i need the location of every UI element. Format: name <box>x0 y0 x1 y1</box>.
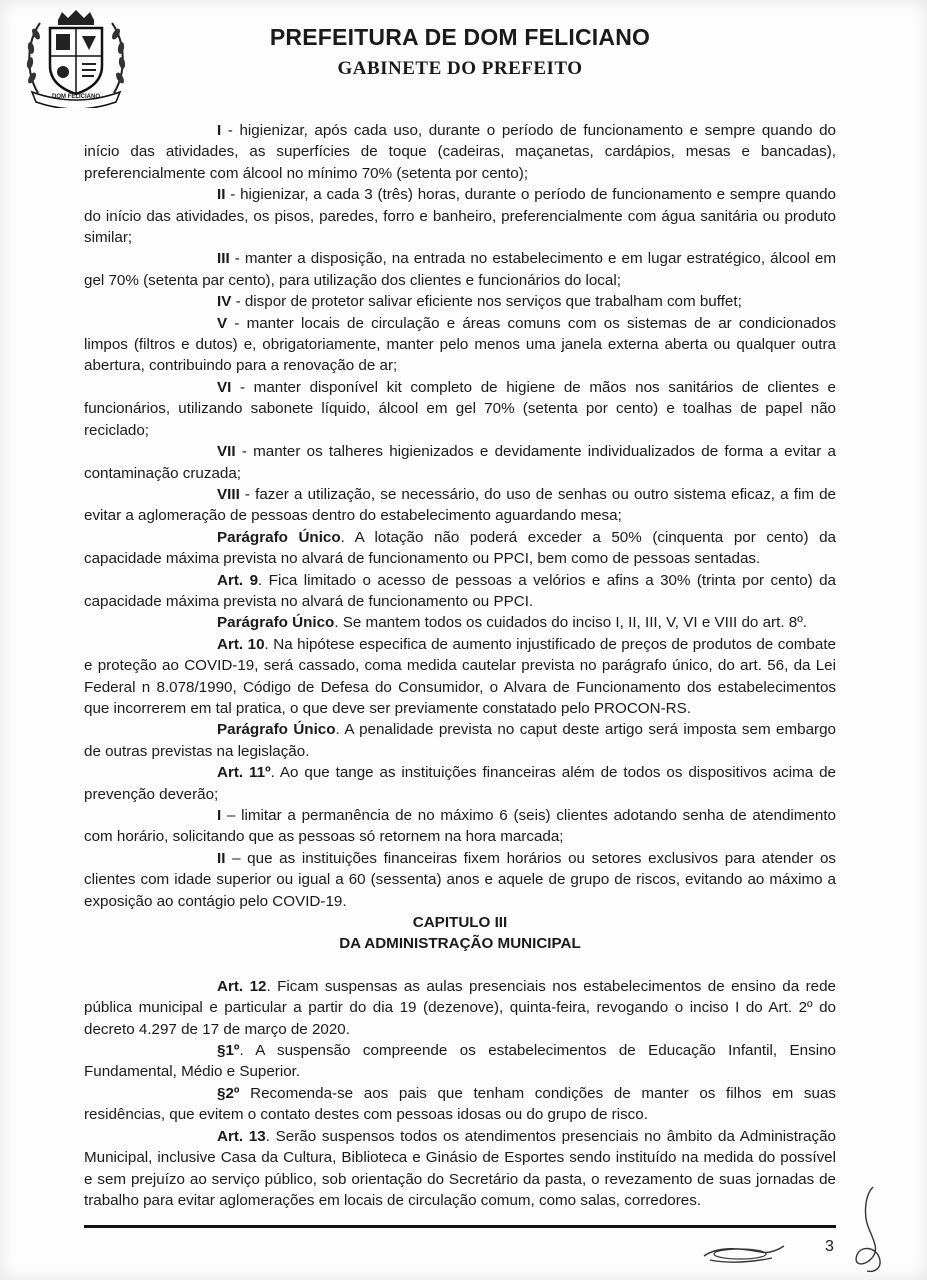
clause-text: – limitar a permanência de no máximo 6 (seis) clientes adotando senha de atendimento com horário, solicitando que as pessoas só retornem na hora marcada; <box>84 807 836 846</box>
chapter-number: CAPITULO III <box>412 914 508 932</box>
clause-label: VI <box>217 378 232 396</box>
article-text: . Fica limitado o acesso de pessoas a velórios e afins a 30% (trinta por cento) da capacidade máxima prevista no alvará de funcionamento ou PPCI. <box>84 571 837 610</box>
paragraph-single <box>84 719 836 762</box>
clause-text: - higienizar, a cada 3 (três) horas, durante o período de funcionamento e sempre quando do início das atividades, os pisos, paredes, forro e banheiro, preferencialmente com água sanitária ou produto similar; <box>84 186 836 247</box>
article-text: . Ao que tange as instituições financeiras além de todos os dispositivos acima de prevenção deverão; <box>84 764 837 803</box>
clause-label: V <box>217 314 228 332</box>
clause-label: I <box>217 807 222 824</box>
clause-label: III <box>217 250 230 268</box>
paragraph-single <box>84 527 836 570</box>
coat-of-arms-icon <box>18 8 134 108</box>
clause-text: . A lotação não poderá exceder a 50% (cinquenta por cento) da capacidade máxima prevista no alvará de funcionamento ou PPCI, bem como de pessoas sentadas. <box>84 528 836 568</box>
office-title: PREFEITURA DE DOM FELICIANO <box>269 24 651 50</box>
clause-label: Parágrafo Único <box>217 528 341 546</box>
clause <box>84 184 836 248</box>
article-text: . Ficam suspensas as aulas presenciais nos estabelecimentos de ensino da rede pública municipal e particular a partir do dia 19 (dezenove), quinta-feira, revogando o inciso I do Art. 2º do decreto 4.297 de 17 de março de 2020. <box>84 977 836 1038</box>
clause <box>84 848 836 912</box>
section-label: §1º <box>217 1042 240 1060</box>
article-text: . Na hipótese especifica de aumento injustificado de preços de produtos de combate e proteção ao COVID-19, será cassado, coma medida cautelar prevista no parágrafo único, do art. 56, da Lei Federal n 8.078/1990, Código de Defesa do Consumidor, o Alvara de Funcionamento dos estabelecimentos que incorrerem em tal pratica, o que deve ser previamente constatado pelo PROCON-RS. <box>84 635 836 717</box>
article <box>84 570 836 613</box>
clause-text: – que as instituições financeiras fixem horários ou setores exclusivos para atender os clientes com idade superior ou igual a 60 (sessenta) anos e aquele de grupo de riscos, evitando ao máximo a exposição ao contágio pelo COVID-19. <box>84 849 836 910</box>
clause-label: VIII <box>217 485 240 503</box>
clause-text: - dispor de protetor salivar eficiente nos serviços que trabalham com buffet; <box>231 293 742 311</box>
article-label: Art. 11º <box>217 764 271 782</box>
section-text: Recomenda-se aos pais que tenham condições de manter os filhos em suas residências, que evitem o contato destes com pessoas idosas ou do grupo de risco. <box>84 1084 836 1124</box>
section-label: §2º <box>217 1084 240 1102</box>
clause-text: - manter os talheres higienizados e devidamente individualizados de forma a evitar a contaminação cruzada; <box>84 443 836 482</box>
signature-initials-icon <box>700 1238 790 1268</box>
clause-label: IV <box>217 293 232 311</box>
clause-text: - manter disponível kit completo de higiene de mãos nos sanitários de clientes e funcionários, utilizando sabonete líquido, álcool em gel 70% (setenta por cento) e toalhas de papel não reciclado; <box>84 378 836 439</box>
office-subtitle: GABINETE DO PREFEITO <box>337 58 583 79</box>
page-number: 3 <box>825 1238 834 1255</box>
article-label: Art. 12 <box>217 977 267 995</box>
article <box>84 976 836 1040</box>
clause <box>84 377 836 441</box>
article-label: Art. 9 <box>217 571 259 589</box>
clause-text: - manter locais de circulação e áreas comuns com os sistemas de ar condicionados limpos (filtros e dutos) e, obrigatoriamente, manter pelo menos uma janela externa aberta ou qualquer outra abertura, contribuindo para a renovação de ar; <box>84 314 836 375</box>
clause-text: - manter a disposição, na entrada no estabelecimento e em lugar estratégico, álcool em gel 70% (setenta par cento), para utilização dos clientes e funcionários do local; <box>84 250 836 289</box>
decree-body <box>84 120 836 1211</box>
article-label: Art. 10 <box>217 635 265 653</box>
chapter-title: DA ADMINISTRAÇÃO MUNICIPAL <box>339 935 581 953</box>
clause-text: . A penalidade prevista no caput deste artigo será imposta sem embargo de outras previstas na legislação. <box>84 721 836 760</box>
clause <box>84 313 836 377</box>
article-label: Art. 13 <box>217 1127 266 1145</box>
section-paragraph <box>84 1083 836 1126</box>
clause-label: Parágrafo Único <box>217 721 336 739</box>
section-text: . A suspensão compreende os estabelecimentos de Educação Infantil, Ensino Fundamental, Médio e Superior. <box>84 1042 836 1081</box>
clause-label: II <box>217 186 226 204</box>
article <box>84 1126 836 1212</box>
clause <box>84 805 836 848</box>
article-text: . Serão suspensos todos os atendimentos presenciais no âmbito da Administração Municipal, inclusive Casa da Cultura, Biblioteca e Ginásio de Esportes sendo instituído na medida do possível e sem prejuízo ao serviço público, sob orientação do Secretário da pasta, o revezamento de suas jornadas de trabalho para evitar aglomerações em locais de circulação comum, como salas, corredores. <box>84 1127 836 1209</box>
clause-text: - fazer a utilização, se necessário, do uso de senhas ou outro sistema eficaz, a fim de evitar a aglomeração de pessoas dentro do estabelecimento aguardando mesa; <box>84 485 836 525</box>
clause-label: VII <box>217 443 236 461</box>
clause-label: I <box>217 122 222 139</box>
clause-label: Parágrafo Único <box>217 614 335 632</box>
footer-rule <box>84 1225 836 1228</box>
signature-margin-icon <box>845 1185 900 1275</box>
clause-text: . Se mantem todos os cuidados do inciso I, II, III, V, VI e VIII do art. 8º. <box>334 614 807 632</box>
article <box>84 762 836 805</box>
article <box>84 634 836 720</box>
crest-ribbon-text: DOM FELICIANO <box>52 94 100 100</box>
clause <box>84 291 836 312</box>
paragraph-single <box>84 612 836 633</box>
clause-label: II <box>217 849 226 867</box>
clause <box>84 441 836 484</box>
clause <box>84 484 836 527</box>
clause <box>84 248 836 291</box>
section-paragraph <box>84 1040 836 1083</box>
clause-text: - higienizar, após cada uso, durante o período de funcionamento e sempre quando do início das atividades, as superfícies de toque (cadeiras, maçanetas, cardápios, mesas e bancadas), preferencialmente com álcool no mínimo 70% (setenta por cento); <box>84 122 836 182</box>
clause <box>84 120 836 184</box>
